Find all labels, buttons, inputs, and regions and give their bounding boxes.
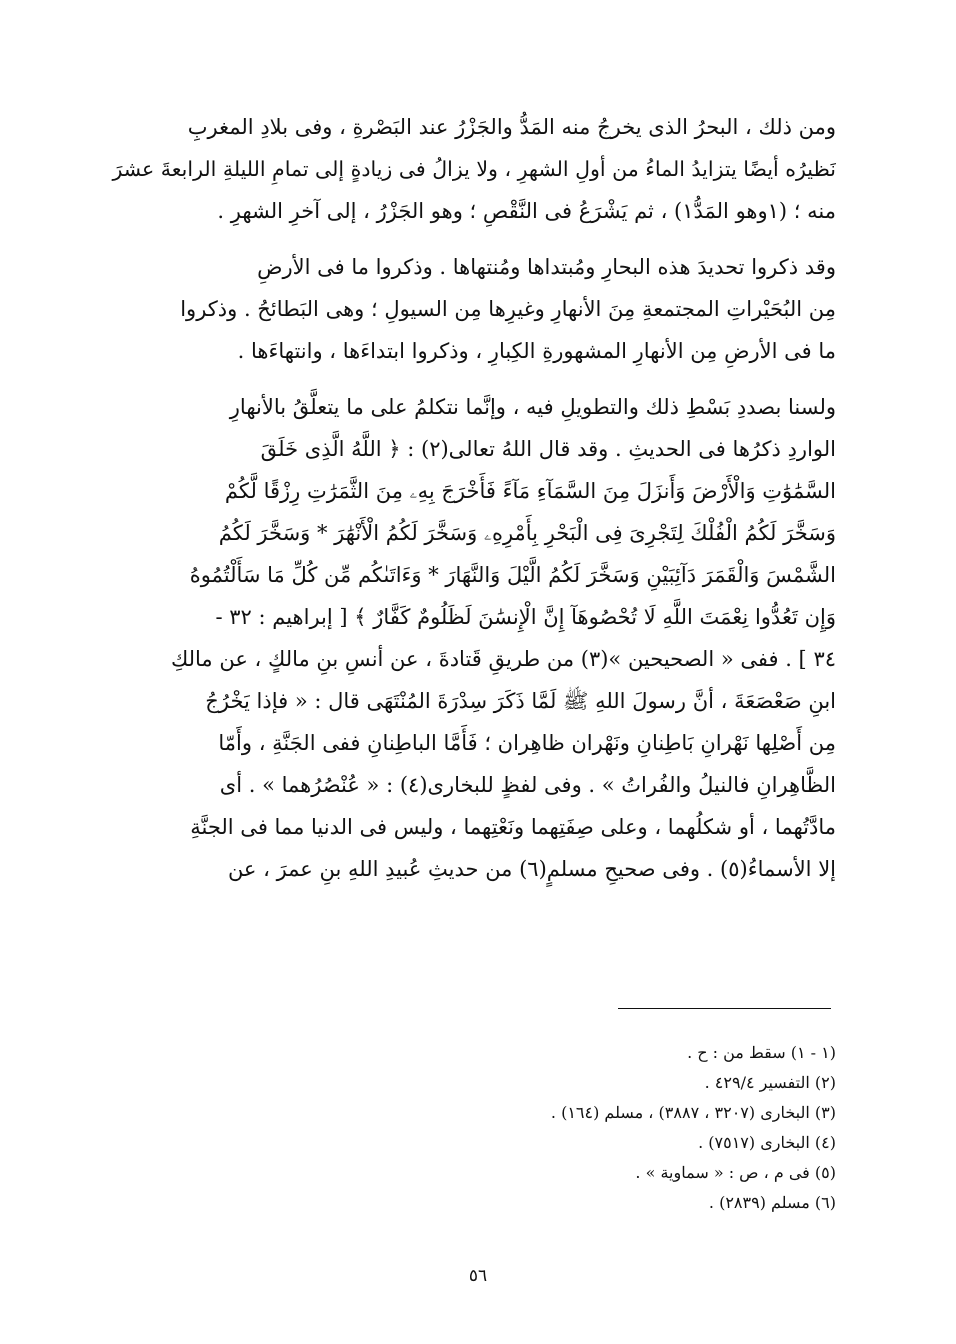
- footnote-divider: [618, 1008, 831, 1009]
- text-line: نَظيرُه أيضًا يتزايدُ الماءُ من أولِ الشهرِ ، ولا يزالُ فى زيادةٍ إلى تمامِ الليلةِ الرابعةَ عشرَ: [112, 157, 836, 181]
- footnote: (١ - ١) سقط من : ح .: [687, 1043, 836, 1062]
- quran-verse-line: وَإِن تَعُدُّوا نِعْمَتَ اللَّهِ لَا تُحْصُوهَآ إِنَّ الْإِنسَٰنَ لَظَلُومٌ كَفَّارٌ ﴾ [ إبراهيم : ٣٢ -: [215, 605, 836, 629]
- text-line: إلا الأسماءُ(٥) . وفى صحيحِ مسلمٍ(٦) من حديثِ عُبيدِ اللهِ بنِ عمرَ ، عن: [227, 857, 836, 881]
- text-line: الظَّاهِرانِ فالنيلُ والفُراتُ » . وفى لفظٍ للبخارى(٤) : « عُنْصُرُهما » . أى: [219, 773, 836, 797]
- footnotes: [300, 1038, 836, 1218]
- paragraph-gap: [104, 232, 836, 246]
- footnote: (٢) التفسير ٤٢٩/٤ .: [704, 1073, 836, 1092]
- text-line: ما فى الأرضِ مِن الأنهارِ المشهورةِ الكِبارِ ، وذكروا ابتداءَها ، وانتهاءَها .: [237, 339, 836, 363]
- text-line: مِن أَصْلِها نَهْرانِ بَاطِنانِ ونَهْران ظاهِران ؛ فَأَمَّا الباطِنانِ ففى الجَنَّةِ ، وأَمّا: [218, 731, 836, 755]
- footnote: (٤) البخارى (٧٥١٧) .: [698, 1133, 836, 1152]
- footnote: (٥) فى م ، ص : « سماوية » .: [635, 1163, 836, 1182]
- quran-verse-line: وَسَخَّرَ لَكُمُ الْفُلْكَ لِتَجْرِىَ فِى الْبَحْرِ بِأَمْرِهِۦ وَسَخَّرَ لَكُمُ الْأَنْهَٰرَ * وَسَخَّرَ لَكُمُ: [218, 521, 836, 545]
- text-line: الواردِ ذكرُها فى الحديثِ . وقد قال اللهُ تعالى(٢) : ﴿ اللَّهُ الَّذِى خَلَقَ: [260, 437, 836, 461]
- text-line: ابنِ صَعْصَعَةَ ، أنَّ رسولَ اللهِ ﷺ لَمَّا ذَكَرَ سِدْرَةَ المُنْتَهَى قال : « فإذا يَخْرُجُ: [205, 689, 836, 713]
- page-number: ٥٦: [468, 1266, 488, 1286]
- paragraph-gap: [104, 372, 836, 386]
- footnote: (٦) مسلم (٢٨٣٩) .: [708, 1193, 836, 1212]
- main-text: [104, 106, 836, 890]
- quran-verse-line: السَّمَٰوَٰتِ وَالْأَرْضَ وَأَنزَلَ مِنَ السَّمَآءِ مَآءً فَأَخْرَجَ بِهِۦ مِنَ الثَّمَرَٰتِ رِزْقًا لَّكُمْ: [224, 479, 836, 503]
- quran-verse-line: الشَّمْسَ وَالْقَمَرَ دَآئِبَيْنِ وَسَخَّرَ لَكُمُ الَّيْلَ وَالنَّهَارَ * وَءَاتَىٰكُم مِّن كُلِّ مَا سَأَلْتُمُوهُ: [189, 563, 836, 587]
- text-line: ومن ذلك ، البحرُ الذى يخرجُ منه المَدُّ والجَزْرُ عند البَصْرةِ ، وفى بلادِ المغربِ: [187, 115, 836, 139]
- text-line: مادَّتُهما ، أو شكلُهما ، وعلى صِفَتِهما ونَعْتِهما ، وليس فى الدنيا مما فى الجنَّةِ: [190, 815, 836, 839]
- text-line: ٣٤ ] . ففى « الصحيحين »(٣) من طريقِ قَتادةَ ، عن أنسِ بنِ مالكٍ ، عن مالكِ: [170, 647, 836, 671]
- text-line: ولسنا بصددِ بَسْطِ ذلك والتطويلِ فيه ، وإنَّما نتكلمُ على ما يتعلَّقُ بالأنهارِ: [229, 395, 836, 419]
- text-line: وقد ذكروا تحديدَ هذه البحارِ ومُبتداها ومُنتهاها . وذكروا ما فى الأرضِ: [257, 255, 836, 279]
- text-line: منه ؛ (١وهو المَدُّ١) ، ثم يَشْرَعُ فى النَّقْصِ ؛ وهو الجَزْرُ ، إلى آخرِ الشهرِ .: [217, 199, 836, 223]
- footnote: (٣) البخارى (٣٢٠٧ ، ٣٨٨٧) ، مسلم (١٦٤) .: [550, 1103, 836, 1122]
- text-line: مِن البُحَيْراتِ المجتمعةِ مِنَ الأنهارِ وغيرِها مِن السيولِ ؛ وهى البَطائحُ . وذكروا: [180, 297, 836, 321]
